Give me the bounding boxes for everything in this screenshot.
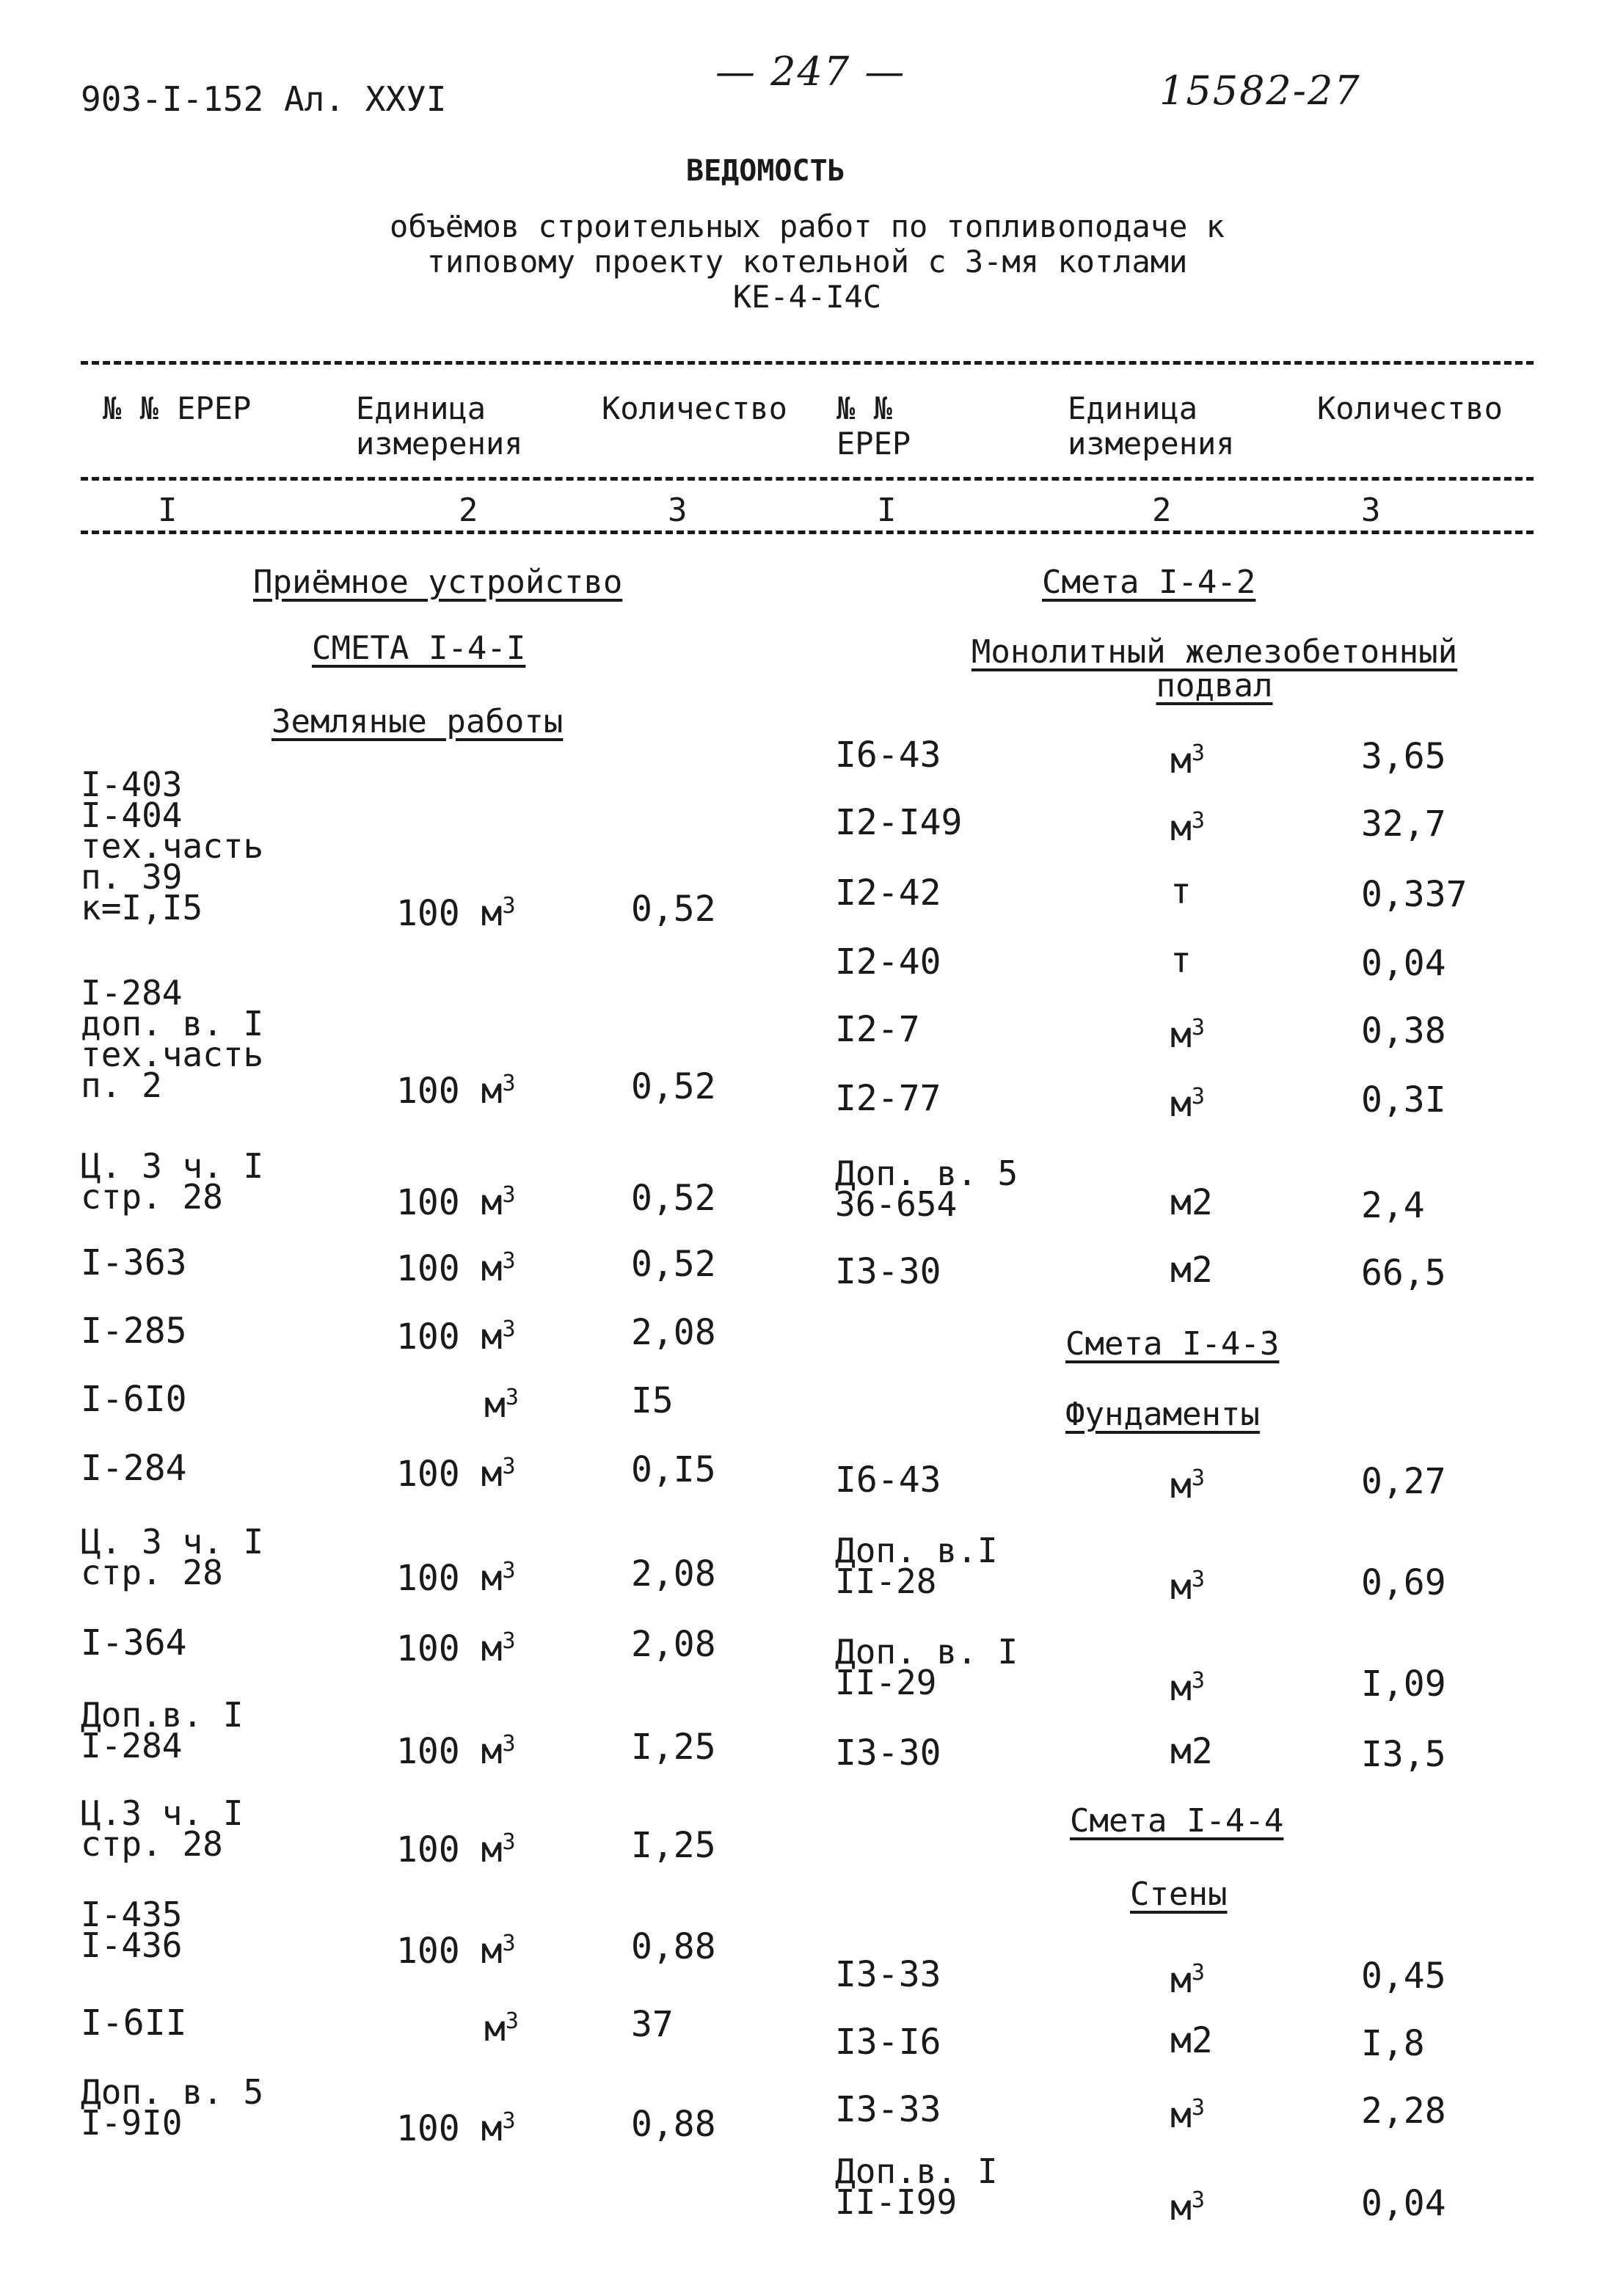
right-row-quantity: 32,7	[1361, 803, 1446, 845]
right-row-unit-exponent: 3	[1191, 1465, 1205, 1491]
right-row-unit-text: м2	[1170, 2020, 1213, 2061]
right-row-quantity: 0,27	[1361, 1461, 1446, 1502]
right-row-quantity: 3,65	[1361, 736, 1446, 777]
col-number-4: I	[877, 492, 897, 529]
left-row-unit-exponent: 3	[505, 2008, 519, 2034]
table-bottom-rule	[81, 531, 1534, 534]
right-row-unit	[1170, 1563, 1205, 1608]
document-subtitle: объёмов строительных работ по топливоподаче к типовому проекту котельной с 3-мя котлами КЕ-4-I4С	[390, 208, 1225, 315]
right-row-unit	[1170, 1250, 1213, 1291]
right-row-code: Доп.в. I II-I99	[835, 2151, 998, 2222]
left-row-unit-text: 100 м	[396, 1316, 503, 1357]
right-row-unit	[1170, 1011, 1205, 1056]
left-row-unit-exponent: 3	[502, 1071, 516, 1096]
left-row-unit	[396, 1554, 516, 1599]
left-row-quantity: 0,52	[631, 1066, 716, 1107]
left-row-unit-exponent: 3	[502, 1628, 516, 1654]
left-row-unit-text: 100 м	[396, 1071, 503, 1112]
right-row-unit-text: м	[1170, 740, 1192, 781]
left-row-quantity: 2,08	[631, 1312, 716, 1353]
archive-number: 15582-27	[1159, 68, 1361, 114]
right-row-unit	[1170, 1956, 1205, 2001]
left-row-quantity: I,25	[631, 1825, 716, 1866]
left-row-code: I-6II	[81, 2002, 187, 2044]
left-row-quantity: 0,52	[631, 889, 716, 930]
right-row-code: I3-I6	[835, 2022, 941, 2063]
col-header-right-unit: Единица измерения	[1068, 390, 1235, 462]
left-row-unit-text: м	[484, 2008, 506, 2049]
right-row-unit	[1170, 871, 1192, 912]
right-row-unit	[1170, 2184, 1205, 2228]
col-number-1: I	[158, 492, 178, 529]
left-row-unit-exponent: 3	[502, 1248, 516, 1274]
subsection-earthworks: Земляные работы	[271, 703, 564, 740]
right-row-unit	[1170, 2020, 1213, 2061]
left-row-unit-text: 100 м	[396, 1558, 503, 1599]
left-row-unit-text: м	[484, 1385, 506, 1426]
right-row-unit-text: м	[1170, 1668, 1192, 1709]
left-row-code: Доп.в. I I-284	[81, 1695, 244, 1765]
right-row-unit-text: т	[1170, 940, 1192, 981]
left-row-unit-exponent: 3	[502, 1182, 516, 1208]
left-row-unit	[396, 1450, 516, 1495]
right-row-unit-text: м	[1170, 2095, 1192, 2136]
col-header-left-qty: Количество	[602, 390, 787, 426]
left-row-unit-exponent: 3	[502, 1454, 516, 1479]
right-row-unit-text: м	[1170, 1960, 1192, 2001]
right-row-code: Доп. в. I II-29	[835, 1632, 1018, 1702]
left-row-unit-exponent: 3	[502, 1731, 516, 1757]
left-row-unit-text: 100 м	[396, 1628, 503, 1669]
left-row-quantity: 0,52	[631, 1178, 716, 1219]
left-row-unit	[396, 1178, 516, 1223]
left-row-unit	[396, 1067, 516, 1112]
right-row-unit-exponent: 3	[1191, 1015, 1205, 1041]
right-row-unit-exponent: 3	[1191, 740, 1205, 766]
col-number-5: 2	[1152, 492, 1172, 529]
left-row-unit-exponent: 3	[502, 1316, 516, 1342]
right-row-unit-text: м	[1170, 1015, 1192, 1056]
col-header-left-unit: Единица измерения	[356, 390, 523, 462]
left-row-unit	[396, 1927, 516, 1972]
right-row-unit-text: м	[1170, 1465, 1192, 1506]
left-row-unit-text: 100 м	[396, 2108, 503, 2149]
right-row-quantity: 2,4	[1361, 1185, 1425, 1226]
left-row-code: I-6I0	[81, 1379, 187, 1420]
right-row-code: I6-43	[835, 735, 941, 776]
right-row-quantity: 0,337	[1361, 874, 1468, 915]
table-mid-rule	[81, 477, 1534, 481]
right-row-code: I2-7	[835, 1009, 920, 1050]
left-row-unit-exponent: 3	[502, 2108, 516, 2134]
left-row-unit-exponent: 3	[502, 1931, 516, 1956]
left-row-unit	[396, 1244, 516, 1289]
right-row-unit	[1170, 1462, 1205, 1506]
right-row-unit-text: м	[1170, 1084, 1192, 1125]
left-row-quantity: 0,88	[631, 1926, 716, 1967]
right-row-quantity: I3,5	[1361, 1734, 1446, 1775]
estimate-title-1-4-3: Смета I-4-3	[1065, 1325, 1280, 1363]
right-row-unit	[1170, 804, 1205, 849]
right-row-code: I3-30	[835, 1251, 941, 1292]
right-row-unit-text: м2	[1170, 1731, 1213, 1772]
right-row-quantity: 66,5	[1361, 1253, 1446, 1294]
estimate-title-1-4-1: СМЕТА I-4-I	[312, 630, 526, 667]
col-number-3: 3	[668, 492, 688, 529]
right-row-unit	[1170, 1664, 1205, 1709]
right-row-unit-exponent: 3	[1191, 2095, 1205, 2121]
left-row-unit-text: 100 м	[396, 1931, 503, 1972]
left-row-quantity: 0,I5	[631, 1449, 716, 1490]
left-row-unit	[396, 1727, 516, 1772]
right-row-quantity: 0,3I	[1361, 1079, 1446, 1120]
col-header-right-qty: Количество	[1317, 390, 1503, 426]
left-row-code: I-364	[81, 1622, 187, 1663]
right-row-code: I3-30	[835, 1732, 941, 1774]
left-row-code: Ц.3 ч. I стр. 28	[81, 1793, 244, 1864]
left-row-code: I-285	[81, 1311, 187, 1352]
col-header-right-code: № № ЕРЕР	[836, 390, 911, 462]
right-row-unit-text: м2	[1170, 1250, 1213, 1291]
right-row-quantity: 2,28	[1361, 2091, 1446, 2132]
left-row-code: Ц. 3 ч. I стр. 28	[81, 1522, 264, 1592]
left-row-unit-text: 100 м	[396, 1454, 503, 1495]
left-row-unit	[396, 1826, 516, 1870]
right-row-unit-text: м	[1170, 2187, 1192, 2228]
left-row-quantity: 2,08	[631, 1553, 716, 1595]
right-row-code: I6-43	[835, 1459, 941, 1501]
right-row-unit-exponent: 3	[1191, 1668, 1205, 1694]
col-number-2: 2	[459, 492, 478, 529]
right-row-quantity: 0,04	[1361, 2183, 1446, 2224]
table-top-rule	[81, 361, 1534, 365]
right-row-unit-text: м2	[1170, 1182, 1213, 1223]
col-number-6: 3	[1361, 492, 1381, 529]
right-row-unit	[1170, 737, 1205, 781]
left-row-unit-text: 100 м	[396, 1248, 503, 1289]
left-row-unit	[396, 1313, 516, 1357]
heading-foundations: Фундаменты	[1065, 1396, 1260, 1433]
section-title-receiving-device: Приёмное устройство	[253, 564, 623, 601]
col-header-left-code: № № ЕРЕР	[103, 390, 252, 426]
left-row-unit	[396, 889, 516, 934]
left-row-code: I-284	[81, 1448, 187, 1489]
right-row-code: I2-42	[835, 872, 941, 914]
left-row-code: I-284 доп. в. I тех.часть п. 2	[81, 973, 264, 1105]
left-row-quantity: I5	[631, 1380, 674, 1421]
left-row-unit	[396, 1625, 516, 1669]
left-row-code: Доп. в. 5 I-9I0	[81, 2072, 264, 2143]
left-row-unit	[484, 1381, 519, 1426]
left-row-unit	[484, 2005, 519, 2049]
right-row-unit-exponent: 3	[1191, 2187, 1205, 2213]
left-row-code: I-435 I-436	[81, 1895, 183, 1965]
right-row-code: I2-40	[835, 941, 941, 983]
document-title: ВЕДОМОСТЬ	[686, 154, 845, 188]
estimate-title-1-4-4: Смета I-4-4	[1070, 1802, 1284, 1840]
heading-walls: Стены	[1130, 1876, 1228, 1913]
left-row-code: I-403 I-404 тех.часть п. 39 к=I,I5	[81, 765, 264, 927]
right-row-unit-exponent: 3	[1191, 808, 1205, 834]
right-row-unit-text: м	[1170, 1567, 1192, 1608]
left-row-quantity: 0,52	[631, 1244, 716, 1285]
right-row-unit	[1170, 940, 1192, 981]
right-row-unit	[1170, 1182, 1213, 1223]
left-row-unit-text: 100 м	[396, 1731, 503, 1772]
left-row-unit-text: 100 м	[396, 1829, 503, 1870]
left-row-code: Ц. 3 ч. I стр. 28	[81, 1146, 264, 1217]
right-row-code: Доп. в. 5 36-654	[835, 1154, 1018, 1224]
left-row-unit-exponent: 3	[502, 893, 516, 919]
right-row-unit	[1170, 1080, 1205, 1125]
left-row-quantity: 37	[631, 2004, 674, 2045]
left-row-unit	[396, 2104, 516, 2149]
right-row-quantity: 0,45	[1361, 1956, 1446, 1997]
left-row-unit-exponent: 3	[502, 1829, 516, 1855]
left-row-quantity: 2,08	[631, 1624, 716, 1665]
heading-monolithic-basement: Монолитный железобетонный подвал	[971, 633, 1458, 704]
right-row-unit-text: м	[1170, 808, 1192, 849]
left-row-quantity: I,25	[631, 1727, 716, 1768]
right-row-code: I3-33	[835, 2089, 941, 2130]
right-row-code: I2-77	[835, 1078, 941, 1119]
right-row-quantity: I,09	[1361, 1663, 1446, 1705]
right-row-quantity: I,8	[1361, 2023, 1425, 2064]
right-row-unit-text: т	[1170, 871, 1192, 912]
left-row-unit-text: 100 м	[396, 1182, 503, 1223]
document-code: 903-I-152 Ал. XXУI	[81, 79, 447, 119]
right-row-code: I2-I49	[835, 802, 963, 843]
estimate-title-1-4-2: Смета I-4-2	[1042, 564, 1256, 601]
right-row-unit-exponent: 3	[1191, 1960, 1205, 1986]
right-row-code: Доп. в.I II-28	[835, 1531, 998, 1601]
right-row-unit-exponent: 3	[1191, 1567, 1205, 1592]
left-row-unit-exponent: 3	[502, 1558, 516, 1583]
left-row-unit-text: 100 м	[396, 893, 503, 934]
right-row-unit	[1170, 1731, 1213, 1772]
page-number: — 247 —	[715, 48, 906, 95]
right-row-unit	[1170, 2091, 1205, 2136]
right-row-quantity: 0,04	[1361, 943, 1446, 984]
left-row-quantity: 0,88	[631, 2104, 716, 2145]
right-row-quantity: 0,38	[1361, 1010, 1446, 1052]
left-row-unit-exponent: 3	[505, 1385, 519, 1410]
right-row-unit-exponent: 3	[1191, 1084, 1205, 1109]
left-row-code: I-363	[81, 1242, 187, 1283]
right-row-code: I3-33	[835, 1954, 941, 1995]
right-row-quantity: 0,69	[1361, 1562, 1446, 1603]
